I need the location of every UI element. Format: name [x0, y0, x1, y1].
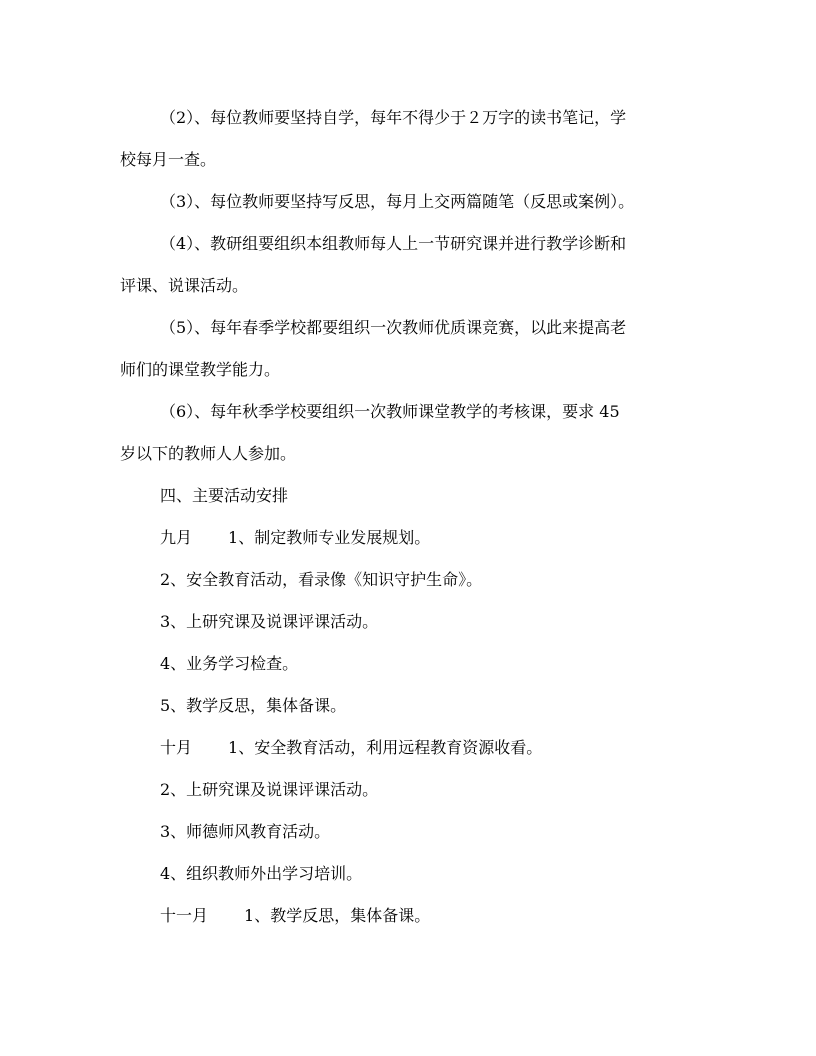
- section-heading: 四、主要活动安排: [160, 486, 289, 505]
- schedule-item: 5、教学反思，集体备课。: [160, 696, 347, 715]
- month-label-september: 九月: [160, 528, 193, 547]
- schedule-item: 2、安全教育活动，看录像《知识守护生命》。: [160, 570, 483, 589]
- schedule-item: 3、师德师风教育活动。: [160, 822, 331, 841]
- item-3-line-1: （3）、每位教师要坚持写反思，每月上交两篇随笔（反思或案例）。: [160, 192, 635, 211]
- item-2-line-2: 校每月一查。: [120, 150, 217, 169]
- schedule-row-november: [160, 906, 430, 926]
- schedule-item: 4、组织教师外出学习培训。: [160, 864, 363, 883]
- schedule-row-october: [160, 738, 542, 758]
- item-4-line-2: 评课、说课活动。: [120, 276, 249, 295]
- month-label-october: 十月: [160, 738, 193, 757]
- item-4-line-1: （4）、教研组要组织本组教师每人上一节研究课并进行教学诊断和: [160, 234, 627, 253]
- schedule-item: 1、制定教师专业发展规划。: [228, 528, 431, 547]
- item-5-line-2: 师们的课堂教学能力。: [120, 360, 281, 379]
- item-6-line-1: （6）、每年秋季学校要组织一次教师课堂教学的考核课，要求 45: [160, 402, 620, 421]
- item-6-line-2: 岁以下的教师人人参加。: [120, 444, 297, 463]
- schedule-item: 2、上研究课及说课评课活动。: [160, 780, 379, 799]
- schedule-item: 1、安全教育活动，利用远程教育资源收看。: [228, 738, 543, 757]
- month-label-november: 十一月: [160, 906, 209, 925]
- item-2-line-1: （2）、每位教师要坚持自学，每年不得少于２万字的读书笔记，学: [160, 108, 627, 127]
- schedule-item: 1、教学反思，集体备课。: [244, 906, 431, 925]
- schedule-item: 3、上研究课及说课评课活动。: [160, 612, 379, 631]
- item-5-line-1: （5）、每年春季学校都要组织一次教师优质课竞赛，以此来提高老: [160, 318, 627, 337]
- schedule-item: 4、业务学习检查。: [160, 654, 299, 673]
- schedule-row-september: [160, 528, 430, 548]
